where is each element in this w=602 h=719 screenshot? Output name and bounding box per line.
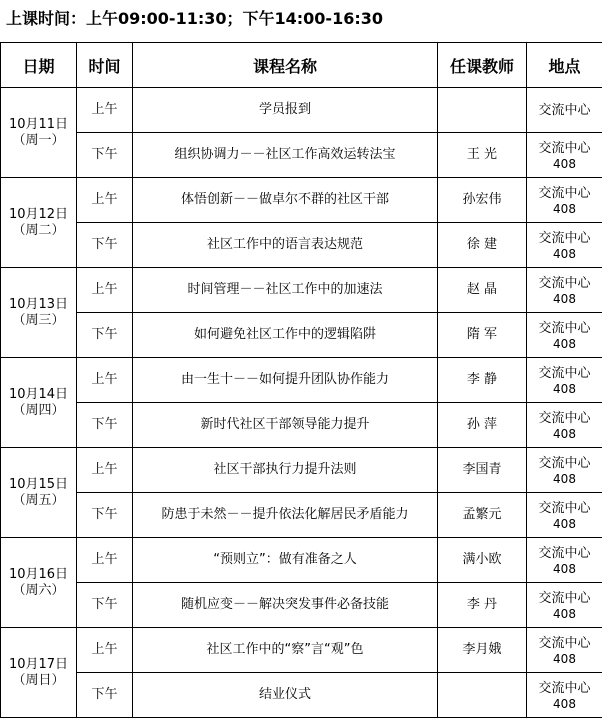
course-cell: 由一生十－－如何提升团队协作能力 [133, 358, 438, 403]
time-cell: 上午 [77, 268, 133, 313]
weekday-text: （周六） [12, 582, 65, 598]
location-cell [527, 178, 602, 223]
location-text: 交流中心 [538, 275, 591, 291]
table-row [1, 178, 602, 223]
room-text: 408 [553, 336, 576, 351]
room-text: 408 [553, 606, 576, 621]
teacher-cell: 李 静 [438, 358, 527, 403]
teacher-cell: 李国青 [438, 448, 527, 493]
location-text: 交流中心 [538, 635, 591, 651]
time-cell: 下午 [77, 403, 133, 448]
location-cell [527, 403, 602, 448]
location-cell [527, 448, 602, 493]
table-row [1, 583, 602, 628]
table-row [1, 133, 602, 178]
room-text: 408 [553, 426, 576, 441]
table-row [1, 403, 602, 448]
table-row [1, 628, 602, 673]
time-cell: 上午 [77, 178, 133, 223]
table-row [1, 358, 602, 403]
table-row [1, 223, 602, 268]
location-text: 交流中心 [538, 185, 591, 201]
location-cell [527, 313, 602, 358]
room-text: 408 [553, 156, 576, 171]
room-text: 408 [553, 291, 576, 306]
time-cell: 下午 [77, 223, 133, 268]
course-cell: 结业仪式 [133, 673, 438, 718]
location-text: 交流中心 [538, 455, 591, 471]
time-cell: 下午 [77, 583, 133, 628]
time-cell: 下午 [77, 133, 133, 178]
date-cell [1, 268, 77, 358]
header-time: 时间 [77, 43, 133, 88]
teacher-cell: 孙宏伟 [438, 178, 527, 223]
weekday-text: （周二） [12, 222, 65, 238]
teacher-cell [438, 673, 527, 718]
time-cell: 上午 [77, 448, 133, 493]
location-cell [527, 493, 602, 538]
location-cell [527, 133, 602, 178]
weekday-text: （周三） [12, 312, 65, 328]
location-cell [527, 88, 602, 133]
table-row [1, 538, 602, 583]
date-text: 10月11日 [8, 116, 69, 132]
header-date: 日期 [1, 43, 77, 88]
table-row [1, 268, 602, 313]
room-text: 408 [553, 246, 576, 261]
date-cell [1, 88, 77, 178]
teacher-cell: 李 丹 [438, 583, 527, 628]
location-cell [527, 673, 602, 718]
date-text: 10月13日 [8, 296, 69, 312]
table-row [1, 448, 602, 493]
location-text: 交流中心 [538, 590, 591, 606]
course-cell: 学员报到 [133, 88, 438, 133]
header-row [1, 43, 602, 88]
header-location: 地点 [527, 43, 602, 88]
schedule-table [0, 42, 602, 718]
weekday-text: （周五） [12, 492, 65, 508]
course-cell: 如何避免社区工作中的逻辑陷阱 [133, 313, 438, 358]
location-text: 交流中心 [538, 680, 591, 696]
teacher-cell: 孟繁元 [438, 493, 527, 538]
weekday-text: （周一） [12, 132, 65, 148]
location-text: 交流中心 [538, 545, 591, 561]
room-text: 408 [553, 471, 576, 486]
room-text: 408 [553, 201, 576, 216]
date-cell [1, 358, 77, 448]
course-cell: 随机应变－－解决突发事件必备技能 [133, 583, 438, 628]
date-text: 10月17日 [8, 656, 69, 672]
course-cell: 社区工作中的语言表达规范 [133, 223, 438, 268]
table-row [1, 88, 602, 133]
location-cell [527, 268, 602, 313]
location-cell [527, 538, 602, 583]
teacher-cell: 孙 萍 [438, 403, 527, 448]
location-text: 交流中心 [538, 320, 591, 336]
course-cell: 新时代社区干部领导能力提升 [133, 403, 438, 448]
date-cell [1, 448, 77, 538]
course-cell: “预则立”：做有准备之人 [133, 538, 438, 583]
header-course: 课程名称 [133, 43, 438, 88]
date-text: 10月16日 [8, 566, 69, 582]
location-cell [527, 358, 602, 403]
date-text: 10月14日 [8, 386, 69, 402]
teacher-cell: 隋 军 [438, 313, 527, 358]
location-text: 交流中心 [538, 230, 591, 246]
course-cell: 防患于未然－－提升依法化解居民矛盾能力 [133, 493, 438, 538]
date-text: 10月12日 [8, 206, 69, 222]
location-text: 交流中心 [538, 500, 591, 516]
date-text: 10月15日 [8, 476, 69, 492]
teacher-cell [438, 88, 527, 133]
course-cell: 社区干部执行力提升法则 [133, 448, 438, 493]
table-row [1, 493, 602, 538]
time-cell: 上午 [77, 628, 133, 673]
time-cell: 上午 [77, 538, 133, 583]
course-cell: 组织协调力－－社区工作高效运转法宝 [133, 133, 438, 178]
teacher-cell: 赵 晶 [438, 268, 527, 313]
teacher-cell: 满小欧 [438, 538, 527, 583]
class-time-heading: 上课时间：上午09:00-11:30；下午14:00-16:30 [6, 9, 384, 28]
header-teacher: 任课教师 [438, 43, 527, 88]
time-cell: 上午 [77, 358, 133, 403]
course-cell: 社区工作中的“察”言“观”色 [133, 628, 438, 673]
teacher-cell: 李月娥 [438, 628, 527, 673]
date-cell [1, 178, 77, 268]
location-cell [527, 628, 602, 673]
table-row [1, 673, 602, 718]
location-cell [527, 583, 602, 628]
location-text: 交流中心 [538, 410, 591, 426]
room-text: 408 [553, 651, 576, 666]
date-cell [1, 628, 77, 718]
location-cell [527, 223, 602, 268]
teacher-cell: 徐 建 [438, 223, 527, 268]
teacher-cell: 王 光 [438, 133, 527, 178]
time-cell: 下午 [77, 673, 133, 718]
table-row [1, 313, 602, 358]
room-text: 408 [553, 696, 576, 711]
schedule-body [1, 88, 602, 718]
time-cell: 下午 [77, 313, 133, 358]
room-text: 408 [553, 516, 576, 531]
room-text: 408 [553, 381, 576, 396]
location-text: 交流中心 [538, 365, 591, 381]
room-text: 408 [553, 561, 576, 576]
weekday-text: （周日） [12, 672, 65, 688]
weekday-text: （周四） [12, 402, 65, 418]
date-cell [1, 538, 77, 628]
location-text: 交流中心 [538, 140, 591, 156]
course-cell: 体悟创新－－做卓尔不群的社区干部 [133, 178, 438, 223]
time-cell: 下午 [77, 493, 133, 538]
course-cell: 时间管理－－社区工作中的加速法 [133, 268, 438, 313]
time-cell: 上午 [77, 88, 133, 133]
location-text: 交流中心 [538, 102, 591, 118]
